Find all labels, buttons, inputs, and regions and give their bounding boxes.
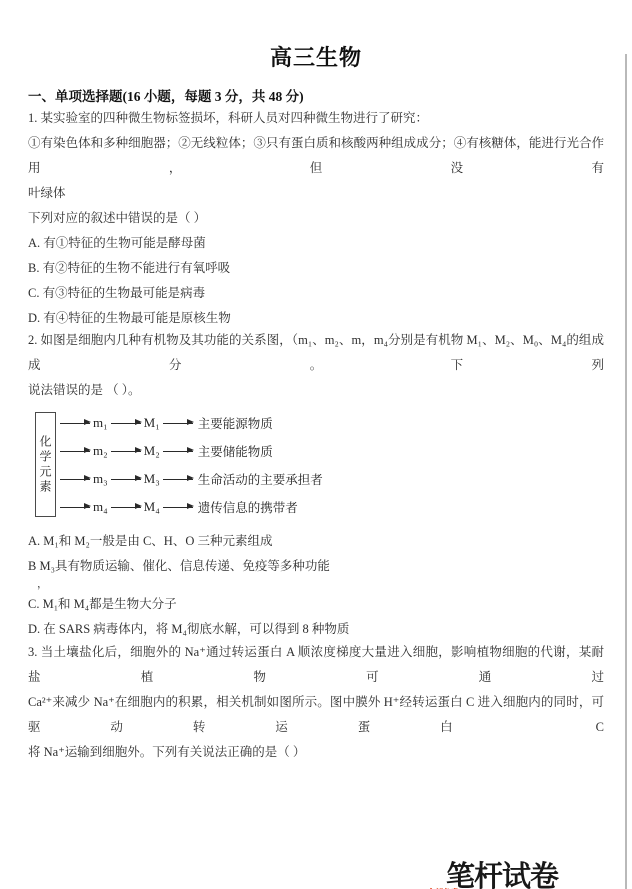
page-edge-line	[625, 54, 627, 889]
diagram-function-label: 生命活动的主要承担者	[197, 473, 323, 487]
page-title: 高三生物	[269, 45, 362, 70]
chemical-elements-box: 化学元素	[35, 412, 56, 517]
arrow-icon	[60, 507, 90, 508]
arrow-icon	[60, 423, 90, 424]
question-2	[28, 328, 604, 642]
q3-stem-line: Ca²⁺来减少 Na⁺在细胞内的积累，相关机制如图所示。图中膜外 H⁺经转运蛋白 C 进入细胞内的同时，可驱动转运蛋白 C	[28, 695, 604, 734]
m-label: m₂	[93, 443, 108, 458]
q3-stem-line: 将 Na⁺运输到细胞外。下列有关说法正确的是（ ）	[28, 745, 306, 759]
arrow-icon	[163, 423, 193, 424]
m-label: m₁	[93, 415, 108, 430]
q1-stem-line: 1. 某实验室的四种微生物标签损坏，科研人员对四种微生物进行了研究：	[28, 111, 429, 125]
q2-option-a: A. M₁和 M₂一般是由 C、H、O 三种元素组成	[28, 534, 273, 548]
diagram-function-label: 主要储能物质	[197, 445, 273, 459]
m-label: m₃	[93, 471, 108, 486]
arrow-icon	[111, 479, 141, 480]
diagram-row	[57, 465, 323, 493]
q2-stem-line: 2. 如图是细胞内几种有机物及其功能的关系图，（m₁、m₂、m，m₄分别是有机物 M₁、M₂、M₀、M₄的组成成分。下列	[28, 333, 604, 372]
arrow-icon	[111, 451, 141, 452]
q1-option-d: D. 有④特征的生物最可能是原核生物	[28, 311, 231, 325]
arrow-icon	[111, 507, 141, 508]
q2-option-c: C. M₁和 M₄都是生物大分子	[28, 597, 177, 611]
m-label: m₄	[93, 499, 108, 514]
arrow-icon	[111, 423, 141, 424]
q1-stem-line: ①有染色体和多种细胞器；②无线粒体；③只有蛋白质和核酸两种组成成分；④有核糖体，能进行光合作用，但没有	[28, 136, 604, 175]
q2-stem-line: 说法错误的是 （ ）。	[28, 383, 141, 397]
q1-option-c: C. 有③特征的生物最可能是病毒	[28, 286, 206, 300]
watermark	[427, 860, 607, 889]
q2-option-b-artifact: ，	[37, 578, 48, 590]
section-header: 一、单项选择题(16 小题，每题 3 分，共 48 分)	[28, 89, 304, 104]
diagram-function-label: 主要能源物质	[197, 417, 273, 431]
q3-stem-line: 3. 当土壤盐化后，细胞外的 Na⁺通过转运蛋白 A 顺浓度梯度大量进入细胞，影响植物细胞的代谢，某耐盐植物可通过	[28, 645, 604, 684]
diagram-rows	[57, 409, 323, 521]
arrow-icon	[163, 479, 193, 480]
q1-stem-line: 下列对应的叙述中错误的是（ ）	[28, 211, 207, 225]
q1-stem-line: 叶绿体	[28, 186, 66, 200]
exam-page	[0, 44, 632, 765]
q2-option-b: B M₃具有物质运输、催化、信息传递、免疫等多种功能	[28, 559, 330, 573]
q1-option-a: A. 有①特征的生物可能是酵母菌	[28, 236, 206, 250]
diagram-row	[57, 493, 323, 521]
question-1	[28, 106, 604, 331]
question-3	[28, 640, 604, 765]
q1-option-b: B. 有②特征的生物不能进行有氧呼吸	[28, 261, 231, 275]
M-label: M₃	[143, 471, 160, 486]
arrow-icon	[60, 451, 90, 452]
diagram-row	[57, 409, 323, 437]
diagram-function-label: 遗传信息的携带者	[197, 501, 298, 515]
diagram-row	[57, 437, 323, 465]
q2-organics-diagram	[35, 409, 375, 521]
arrow-icon	[163, 451, 193, 452]
arrow-icon	[60, 479, 90, 480]
M-label: M₂	[143, 443, 160, 458]
M-label: M₁	[143, 415, 160, 430]
M-label: M₄	[143, 499, 160, 514]
q2-option-d: D. 在 SARS 病毒体内，将 M₄彻底水解，可以得到 8 种物质	[28, 622, 350, 636]
arrow-icon	[163, 507, 193, 508]
watermark-brand: 笔杆试卷	[446, 859, 559, 889]
